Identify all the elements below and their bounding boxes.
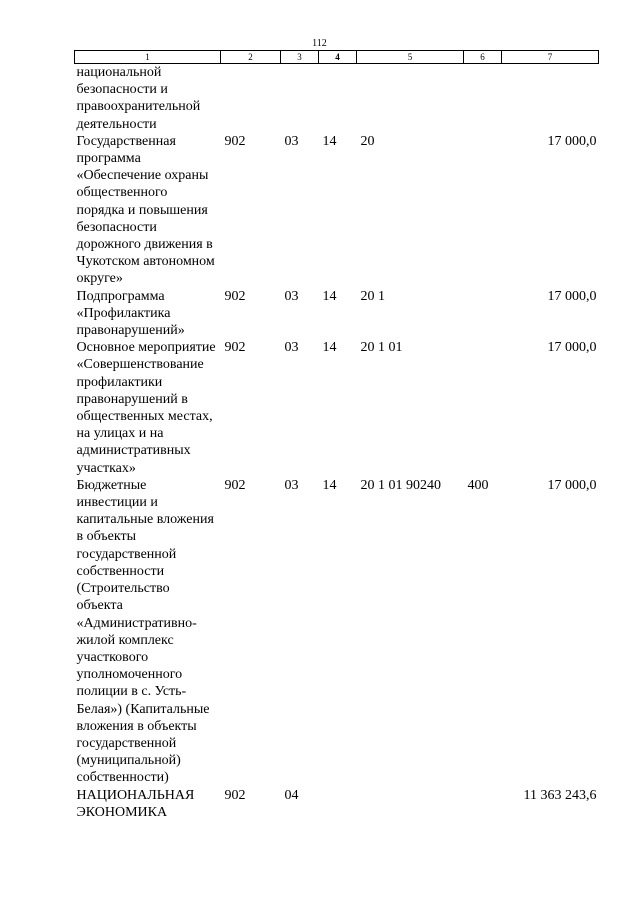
row-section: 04 xyxy=(284,787,299,803)
table-row xyxy=(75,787,599,821)
column-number-header xyxy=(75,51,599,64)
row-section: 03 xyxy=(284,340,299,356)
budget-table xyxy=(74,50,599,821)
row-amount: 17 000,0 xyxy=(547,288,597,304)
header-col-5: 5 xyxy=(357,51,464,64)
row-ministry: 902 xyxy=(224,288,246,304)
row-target-article xyxy=(357,787,464,821)
row-subsection: 14 xyxy=(322,133,337,149)
row-subsection xyxy=(319,787,357,821)
row-target-article xyxy=(357,64,464,133)
row-expense-type xyxy=(464,133,502,288)
row-expense-type xyxy=(464,339,502,477)
row-expense-type: 400 xyxy=(467,477,489,493)
row-ministry: 902 xyxy=(224,787,246,803)
row-expense-type xyxy=(464,787,502,821)
row-target-article: 20 1 01 90240 xyxy=(360,477,441,493)
row-subsection: 14 xyxy=(322,477,337,493)
page-number: 112 xyxy=(312,38,327,49)
row-subsection: 14 xyxy=(322,288,337,304)
header-col-6: 6 xyxy=(464,51,502,64)
header-col-2: 2 xyxy=(221,51,281,64)
row-section: 03 xyxy=(284,477,299,493)
row-name: национальной безопасности и правоохранительной деятельности xyxy=(76,65,201,132)
row-name: Государственная программа «Обеспечение охраны общественного порядка и повышения безопасности дорожного движения в Чукотском автономном округе» xyxy=(76,133,215,287)
row-section: 03 xyxy=(284,288,299,304)
row-ministry xyxy=(221,64,281,133)
row-amount: 17 000,0 xyxy=(547,477,597,493)
row-subsection: 14 xyxy=(322,340,337,356)
header-col-3: 3 xyxy=(281,51,319,64)
row-ministry: 902 xyxy=(224,133,246,149)
row-target-article: 20 1 xyxy=(360,288,385,304)
row-amount xyxy=(502,64,599,133)
header-col-7: 7 xyxy=(502,51,599,64)
row-ministry: 902 xyxy=(224,340,246,356)
table-row xyxy=(75,477,599,787)
row-target-article: 20 1 01 xyxy=(360,340,403,356)
row-name: Бюджетные инвестиции и капитальные вложения в объекты государственной собственности (Строительство объекта «Административно-жилой комплекс участкового уполномоченного полиции в с. Усть-Белая») (Капитальные вложения в объекты государственной (муниципальной) собственности) xyxy=(76,477,214,786)
row-name: НАЦИОНАЛЬНАЯ ЭКОНОМИКА xyxy=(76,787,195,820)
row-ministry: 902 xyxy=(224,477,246,493)
row-target-article: 20 xyxy=(360,133,375,149)
row-amount: 17 000,0 xyxy=(547,340,597,356)
row-subsection xyxy=(319,64,357,133)
row-amount: 11 363 243,6 xyxy=(523,787,597,803)
row-name: Основное мероприятие «Совершенствование профилактики правонарушений в общественных местах, на улицах и на административных участках» xyxy=(76,340,216,476)
row-section: 03 xyxy=(284,133,299,149)
table-row xyxy=(75,339,599,477)
row-amount: 17 000,0 xyxy=(547,133,597,149)
row-expense-type xyxy=(464,288,502,340)
row-name: Подпрограмма «Профилактика правонарушений» xyxy=(76,288,185,339)
row-section xyxy=(281,64,319,133)
header-col-1: 1 xyxy=(75,51,221,64)
table-row xyxy=(75,133,599,288)
table-row xyxy=(75,288,599,340)
row-expense-type xyxy=(464,64,502,133)
table-row xyxy=(75,64,599,133)
header-col-4: 4 xyxy=(319,51,357,64)
